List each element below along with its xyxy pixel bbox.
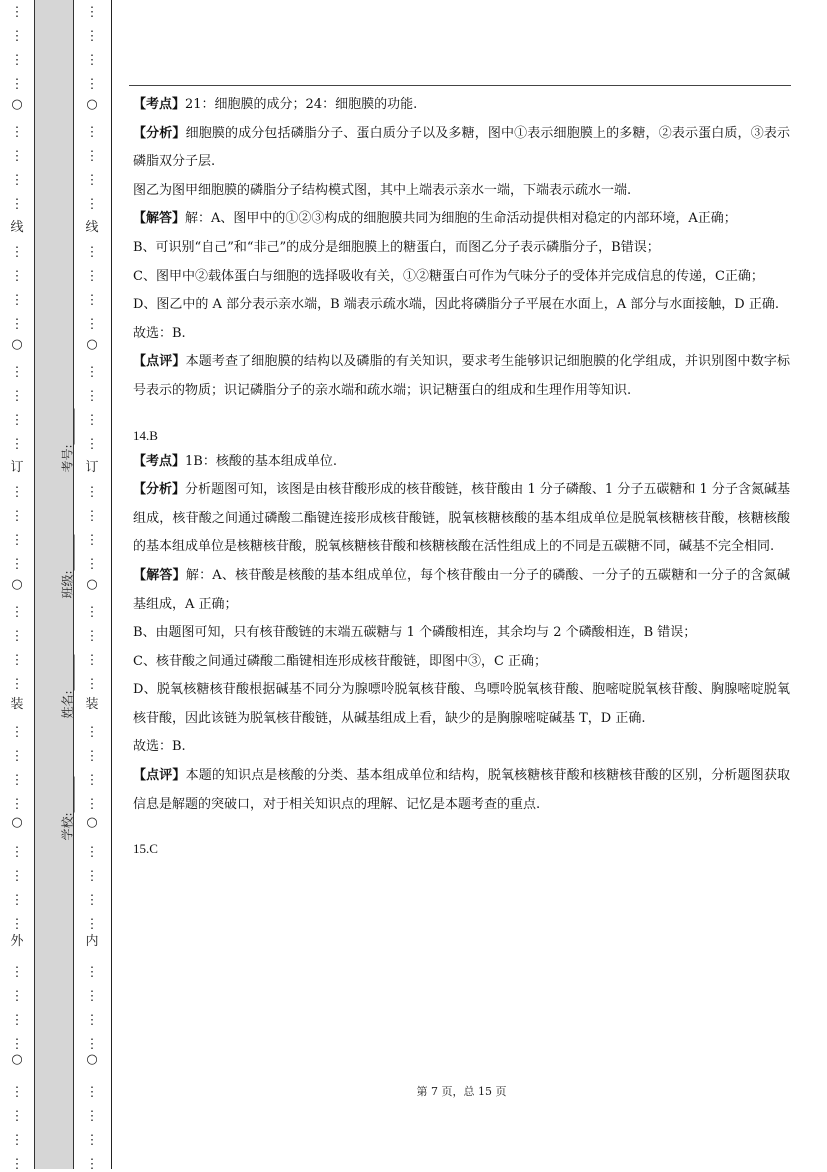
header-rule [129,85,791,86]
outer-margin-dot: ⋮ [10,1109,24,1124]
inner-margin-dot: ⋮ [85,677,99,692]
q13-kaodian: 【考点】21：细胞膜的成分；24：细胞膜的功能. [133,97,418,112]
inner-margin-dot: ⋮ [85,29,99,44]
page-footer: 第 7 页，总 15 页 [416,1085,507,1098]
outer-margin-dot: ⋮ [10,653,24,668]
q14-kaodian: 【考点】1B：核酸的基本组成单位. [133,453,337,469]
q13-jieda-c: C、图甲中②载体蛋白与细胞的选择吸收有关，①②糖蛋白可作为气味分子的受体并完成信息的传递，C正确； [133,268,764,284]
q13-fenxi-2: 图乙为图甲细胞膜的磷脂分子结构模式图，其中上端表示亲水一端，下端表示疏水一端. [133,182,632,198]
inner-margin-circle-mark: ○ [86,337,98,352]
outer-margin-dot: ⋮ [10,413,24,428]
outer-margin-dot: ⋮ [10,1037,24,1052]
outer-margin-label: 装 [10,697,24,712]
inner-margin-label: 内 [85,934,99,949]
outer-margin-dot: ⋮ [10,509,24,524]
q13-fenxi: 【分析】细胞膜的成分包括磷脂分子、蛋白质分子以及多糖，图中①表示细胞膜上的多糖，②表示蛋白质，③表示磷脂双分子层. [133,125,790,170]
inner-margin-dot: ⋮ [85,1157,99,1172]
inner-margin-dot: ⋮ [85,1085,99,1100]
inner-margin-dot: ⋮ [85,725,99,740]
outer-margin-dot: ⋮ [10,29,24,44]
inner-margin-dot: ⋮ [85,893,99,908]
inner-margin-dot: ⋮ [85,1037,99,1052]
outer-margin-circle-mark: ○ [11,1052,23,1067]
outer-margin-dot: ⋮ [10,965,24,980]
binding-margin-inner [73,0,112,1172]
inner-margin-dot: ⋮ [85,1133,99,1148]
outer-margin-dot: ⋮ [10,77,24,92]
inner-margin-dot: ⋮ [85,413,99,428]
outer-margin-dot: ⋮ [10,533,24,548]
outer-margin-dot: ⋮ [10,605,24,620]
q13-jieda-b: B、可识别“自己”和“非己”的成分是细胞膜上的糖蛋白，而图乙分子表示磷脂分子，B错误； [133,239,660,255]
inner-margin-dot: ⋮ [85,149,99,164]
inner-margin-dot: ⋮ [85,53,99,68]
outer-margin-dot: ⋮ [10,725,24,740]
outer-margin-dot: ⋮ [10,317,24,332]
exam-number-field: 考号:______ [60,408,75,473]
outer-margin-dot: ⋮ [10,629,24,644]
q14-answer: 故选：B. [133,739,186,755]
outer-margin-dot: ⋮ [10,677,24,692]
outer-margin-dot: ⋮ [10,173,24,188]
school-field: 学校:______ [60,776,75,841]
outer-margin-dot: ⋮ [10,797,24,812]
q14-jieda: 【解答】解：A、核苷酸是核酸的基本组成单位，每个核苷酸由一分子的磷酸、一分子的五碳糖和一分子的含氮碱基组成，A 正确； [133,567,790,612]
outer-margin-dot: ⋮ [10,245,24,260]
outer-margin-dot: ⋮ [10,1133,24,1148]
inner-margin-dot: ⋮ [85,773,99,788]
inner-margin-dot: ⋮ [85,749,99,764]
outer-margin-dot: ⋮ [10,485,24,500]
outer-margin-dot: ⋮ [10,893,24,908]
q14-fenxi: 【分析】分析题图可知，该图是由核苷酸形成的核苷酸链，核苷酸由 1 分子磷酸、1 分子五碳糖和 1 分子含氮碱基组成，核苷酸之间通过磷酸二酯键连接形成核苷酸链，脱氧核糖核酸的基本组成单位是脱氧核糖核苷酸，核糖核酸的基本组成单位是核糖核苷酸，脱氧核糖核苷酸和核糖核酸在活性组成上的不同是五碳糖不同，碱基不完全相同. [133,482,790,555]
inner-margin-circle-mark: ○ [86,577,98,592]
inner-margin-dot: ⋮ [85,317,99,332]
answer-content [133,91,790,861]
outer-margin-dot: ⋮ [10,365,24,380]
q15-number: 15.C [133,841,158,857]
inner-margin-dot: ⋮ [85,917,99,932]
inner-margin-dot: ⋮ [85,365,99,380]
q14-dianping: 【点评】本题的知识点是核酸的分类、基本组成单位和结构，脱氧核糖核苷酸和核糖核苷酸的区别，分析题图获取信息是解题的突破口，对于相关知识点的理解、记忆是本题考查的重点. [133,768,790,812]
inner-margin-dot: ⋮ [85,1013,99,1028]
outer-margin-dot: ⋮ [10,125,24,140]
inner-margin-dot: ⋮ [85,797,99,812]
inner-margin-dot: ⋮ [85,557,99,572]
outer-margin-label: 订 [10,460,24,475]
outer-margin-dot: ⋮ [10,269,24,284]
inner-margin-dot: ⋮ [85,653,99,668]
outer-margin-dot: ⋮ [10,389,24,404]
inner-margin-dot: ⋮ [85,485,99,500]
outer-margin-dot: ⋮ [10,1157,24,1172]
outer-margin-dot: ⋮ [10,1013,24,1028]
inner-margin-circle-mark: ○ [86,1052,98,1067]
inner-margin-dot: ⋮ [85,173,99,188]
outer-margin-dot: ⋮ [10,557,24,572]
student-info-strip [34,0,74,1169]
outer-margin-dot: ⋮ [10,197,24,212]
inner-margin-dot: ⋮ [85,245,99,260]
outer-margin-dot: ⋮ [10,293,24,308]
q13-answer: 故选：B. [133,325,186,341]
inner-margin-dot: ⋮ [85,437,99,452]
inner-margin-dot: ⋮ [85,629,99,644]
q14-number: 14.B [133,427,158,443]
outer-margin-dot: ⋮ [10,5,24,20]
inner-margin-dot: ⋮ [85,389,99,404]
outer-margin-circle-mark: ○ [11,97,23,112]
inner-margin-dot: ⋮ [85,269,99,284]
inner-margin-circle-mark: ○ [86,815,98,830]
outer-margin-label: 线 [10,220,24,235]
inner-margin-label: 装 [85,697,99,712]
inner-margin-label: 线 [85,220,99,235]
name-field: 姓名:______ [60,654,75,719]
inner-margin-dot: ⋮ [85,869,99,884]
inner-margin-circle-mark: ○ [86,97,98,112]
inner-margin-dot: ⋮ [85,77,99,92]
inner-margin-dot: ⋮ [85,125,99,140]
outer-margin-dot: ⋮ [10,749,24,764]
outer-margin-dot: ⋮ [10,869,24,884]
q13-jieda-d: D、图乙中的 A 部分表示亲水端，B 端表示疏水端，因此将磷脂分子平展在水面上，A 部分与水面接触，D 正确. [133,297,779,313]
q14-jieda-d: D、脱氧核糖核苷酸根据碱基不同分为腺嘌呤脱氧核苷酸、鸟嘌呤脱氧核苷酸、胞嘧啶脱氧核苷酸、胸腺嘧啶脱氧核苷酸，因此该链为脱氧核苷酸链，从碱基组成上看，缺少的是胸腺嘧啶碱基 T，D 正确. [133,682,790,726]
class-field: 班级:______ [60,534,75,599]
q13-dianping: 【点评】本题考查了细胞膜的结构以及磷脂的有关知识，要求考生能够识记细胞膜的化学组成，并识别图中数字标号表示的物质；识记磷脂分子的亲水端和疏水端；识记糖蛋白的组成和生理作用等知识. [133,354,790,398]
outer-margin-dot: ⋮ [10,437,24,452]
outer-margin-dot: ⋮ [10,845,24,860]
inner-margin-dot: ⋮ [85,989,99,1004]
outer-margin-dot: ⋮ [10,1085,24,1100]
inner-margin-dot: ⋮ [85,1109,99,1124]
outer-margin-dot: ⋮ [10,149,24,164]
inner-margin-dot: ⋮ [85,533,99,548]
outer-margin-dot: ⋮ [10,773,24,788]
inner-margin-dot: ⋮ [85,845,99,860]
outer-margin-dot: ⋮ [10,53,24,68]
binding-margin-outer [0,0,34,1172]
outer-margin-circle-mark: ○ [11,815,23,830]
q13-jieda: 【解答】解：A、图甲中的①②③构成的细胞膜共同为细胞的生命活动提供相对稳定的内部环境，A正确； [133,211,737,227]
inner-margin-label: 订 [85,460,99,475]
outer-margin-dot: ⋮ [10,917,24,932]
inner-margin-dot: ⋮ [85,197,99,212]
q14-jieda-b: B、由题图可知，只有核苷酸链的末端五碳糖与 1 个磷酸相连，其余均与 2 个磷酸相连，B 错误； [133,625,697,641]
q14-jieda-c: C、核苷酸之间通过磷酸二酯键相连形成核苷酸链，即图中③，C 正确； [133,653,548,669]
outer-margin-circle-mark: ○ [11,577,23,592]
outer-margin-circle-mark: ○ [11,337,23,352]
inner-margin-dot: ⋮ [85,605,99,620]
inner-margin-dot: ⋮ [85,509,99,524]
outer-margin-dot: ⋮ [10,989,24,1004]
inner-margin-dot: ⋮ [85,965,99,980]
outer-margin-label: 外 [10,934,24,949]
inner-margin-dot: ⋮ [85,293,99,308]
inner-margin-dot: ⋮ [85,5,99,20]
